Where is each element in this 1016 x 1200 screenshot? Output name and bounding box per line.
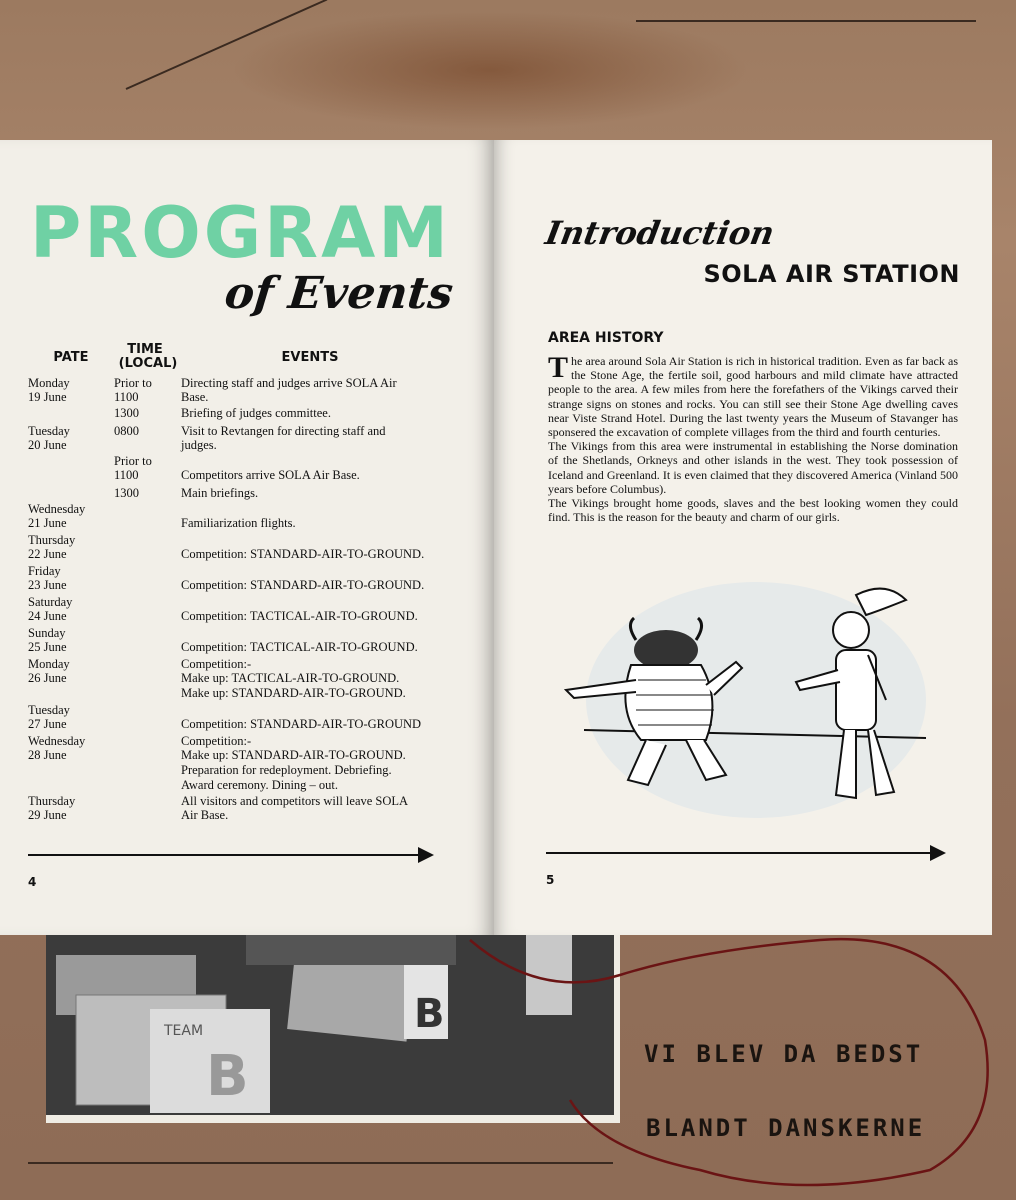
schedule-event: Competition:- xyxy=(181,657,252,671)
page-number: 4 xyxy=(28,875,37,889)
schedule-date: 26 June xyxy=(28,671,67,685)
schedule-event: Competition: TACTICAL-AIR-TO-GROUND. xyxy=(181,609,418,623)
schedule-time: 1100 xyxy=(114,390,139,404)
schedule-date: Friday xyxy=(28,564,61,578)
schedule-event: Base. xyxy=(181,390,209,404)
schedule-event: Competition: STANDARD-AIR-TO-GROUND. xyxy=(181,547,425,561)
schedule-date: 21 June xyxy=(28,516,67,530)
schedule-date: Thursday xyxy=(28,533,76,547)
schedule-date: Wednesday xyxy=(28,502,86,516)
schedule-event: Make up: TACTICAL-AIR-TO-GROUND. xyxy=(181,671,400,685)
history-paragraph: The area around Sola Air Station is rich in historical tradition. Even as far back as the Stone Age, the fertile soil, good harbours and mild climate have attracted people to the area. A few miles from here the forefathers of the Vikings carved their strange signs on stones and rocks. You can still see their Stone Age dwelling caves near Viste Strand Hotel. During the last twenty years the Museum of Stavanger has sponsered the excavation of complete villages from the third and fourth centuries. xyxy=(548,351,958,440)
program-subtitle: of Events xyxy=(222,268,456,319)
schedule-event: Award ceremony. Dining – out. xyxy=(181,778,339,792)
station-title: SOLA AIR STATION xyxy=(703,260,960,288)
schedule-event: Competition: STANDARD-AIR-TO-GROUND. xyxy=(181,578,425,592)
schedule-date: 29 June xyxy=(28,808,67,822)
schedule-date: 24 June xyxy=(28,609,67,623)
schedule-date: Thursday xyxy=(28,794,76,808)
schedule-event: Main briefings. xyxy=(181,486,259,500)
schedule-event: Competition:- xyxy=(181,734,252,748)
program-title: PROGRAM xyxy=(30,192,451,274)
schedule-event: Briefing of judges committee. xyxy=(181,406,331,420)
schedule-event: judges. xyxy=(181,438,217,452)
schedule-date: Monday xyxy=(28,376,70,390)
schedule-date: 27 June xyxy=(28,717,67,731)
dropcap: T xyxy=(548,351,569,384)
svg-text:B: B xyxy=(414,991,445,1037)
schedule-event: Directing staff and judges arrive SOLA Air xyxy=(181,376,397,390)
schedule-date: Sunday xyxy=(28,626,66,640)
schedule-event: Make up: STANDARD-AIR-TO-GROUND. xyxy=(181,686,406,700)
introduction-title: Introduction xyxy=(542,214,778,252)
schedule-time: 1300 xyxy=(114,486,139,500)
schedule-event: All visitors and competitors will leave SOLA xyxy=(181,794,409,808)
schedule-date: Tuesday xyxy=(28,424,70,438)
schedule-event: Make up: STANDARD-AIR-TO-GROUND. xyxy=(181,748,406,762)
schedule-date: Tuesday xyxy=(28,703,70,717)
handwritten-note-line: BLANDT DANSKERNE xyxy=(646,1114,926,1142)
schedule-time: Prior to xyxy=(114,376,152,390)
header-date: PATE xyxy=(53,350,89,365)
svg-text:TEAM: TEAM xyxy=(164,1023,204,1039)
handwritten-note-line: VI BLEV DA BEDST xyxy=(644,1040,924,1068)
history-paragraph: The Vikings brought home goods, slaves and the best looking women they could find. This is the reason for the beauty and charm of our girls. xyxy=(548,496,958,525)
ink-line xyxy=(28,1162,613,1164)
schedule-time: 0800 xyxy=(114,424,139,438)
schedule-date: Saturday xyxy=(28,595,73,609)
page-number: 5 xyxy=(546,873,555,887)
header-time-line2: (LOCAL) xyxy=(118,356,178,371)
svg-text:B: B xyxy=(206,1044,249,1109)
schedule-event: Competition: STANDARD-AIR-TO-GROUND xyxy=(181,717,422,731)
schedule-date: 25 June xyxy=(28,640,67,654)
history-paragraph: The Vikings from this area were instrumental in establishing the Norse domination of the Shetlands, Orkneys and other islands in the west. They took possession of Iceland and Greenland. It is even claimed that they discovered America (Vinland 500 years before Columbus). xyxy=(548,439,958,496)
section-heading: AREA HISTORY xyxy=(548,330,664,346)
header-time-line1: TIME xyxy=(127,342,163,357)
schedule-event: Competition: TACTICAL-AIR-TO-GROUND. xyxy=(181,640,418,654)
schedule-event: Visit to Revtangen for directing staff and xyxy=(181,424,386,438)
schedule-date: Wednesday xyxy=(28,734,86,748)
schedule-event: Preparation for redeployment. Debriefing. xyxy=(181,763,392,777)
schedule-time: 1100 xyxy=(114,468,139,482)
schedule-date: Monday xyxy=(28,657,70,671)
schedule-event: Competitors arrive SOLA Air Base. xyxy=(181,468,360,482)
schedule-time: 1300 xyxy=(114,406,139,420)
schedule-date: 20 June xyxy=(28,438,67,452)
schedule-event: Air Base. xyxy=(181,808,229,822)
schedule-date: 19 June xyxy=(28,390,67,404)
schedule-date: 22 June xyxy=(28,547,67,561)
header-events: EVENTS xyxy=(281,350,339,365)
schedule-date: 28 June xyxy=(28,748,67,762)
schedule-date: 23 June xyxy=(28,578,67,592)
schedule-event: Familiarization flights. xyxy=(181,516,296,530)
schedule-time: Prior to xyxy=(114,454,152,468)
